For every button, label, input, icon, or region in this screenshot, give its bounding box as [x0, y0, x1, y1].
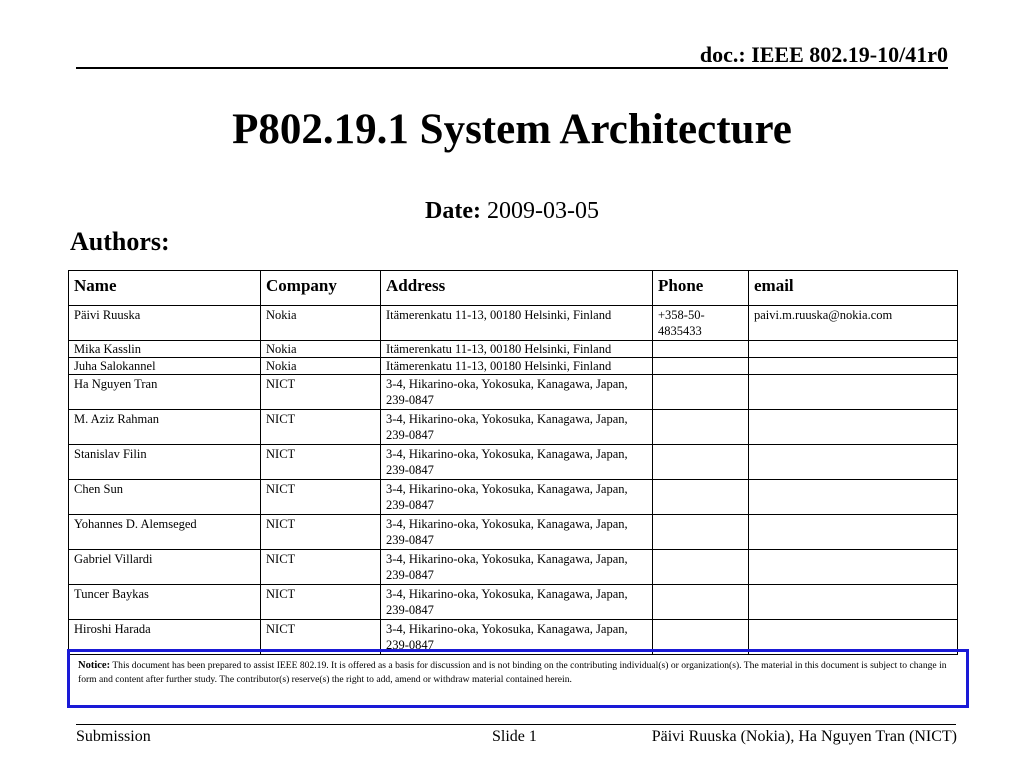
- author-phone: [653, 480, 749, 515]
- footer-authors: Päivi Ruuska (Nokia), Ha Nguyen Tran (NICT): [651, 728, 957, 745]
- author-email: [749, 515, 958, 550]
- author-company: Nokia: [261, 341, 381, 358]
- author-address: 3-4, Hikarino-oka, Yokosuka, Kanagawa, Japan, 239-0847: [381, 515, 653, 550]
- author-email: [749, 585, 958, 620]
- author-phone: +358-50-4835433: [653, 306, 749, 341]
- author-company: NICT: [261, 550, 381, 585]
- author-phone: [653, 375, 749, 410]
- author-address: 3-4, Hikarino-oka, Yokosuka, Kanagawa, Japan, 239-0847: [381, 445, 653, 480]
- date-label: Date:: [425, 198, 481, 224]
- author-company: NICT: [261, 410, 381, 445]
- table-row: [69, 306, 958, 341]
- author-address: 3-4, Hikarino-oka, Yokosuka, Kanagawa, Japan, 239-0847: [381, 375, 653, 410]
- author-name: Juha Salokannel: [69, 358, 261, 375]
- author-email: [749, 410, 958, 445]
- footer-divider: [76, 724, 956, 725]
- author-email: [749, 550, 958, 585]
- author-email: [749, 480, 958, 515]
- author-phone: [653, 515, 749, 550]
- author-address: 3-4, Hikarino-oka, Yokosuka, Kanagawa, Japan, 239-0847: [381, 620, 653, 655]
- author-email: [749, 358, 958, 375]
- column-header-email: email: [749, 271, 958, 306]
- page-title: P802.19.1 System Architecture: [232, 106, 792, 153]
- author-address: 3-4, Hikarino-oka, Yokosuka, Kanagawa, Japan, 239-0847: [381, 480, 653, 515]
- author-name: Chen Sun: [69, 480, 261, 515]
- author-name: Stanislav Filin: [69, 445, 261, 480]
- table-header-row: [69, 271, 958, 306]
- author-address: Itämerenkatu 11-13, 00180 Helsinki, Finland: [381, 358, 653, 375]
- column-header-company: Company: [261, 271, 381, 306]
- author-email: paivi.m.ruuska@nokia.com: [749, 306, 958, 341]
- author-address: 3-4, Hikarino-oka, Yokosuka, Kanagawa, Japan, 239-0847: [381, 585, 653, 620]
- author-company: NICT: [261, 515, 381, 550]
- author-address: Itämerenkatu 11-13, 00180 Helsinki, Finland: [381, 341, 653, 358]
- authors-table: [68, 270, 958, 655]
- author-name: Yohannes D. Alemseged: [69, 515, 261, 550]
- author-company: NICT: [261, 585, 381, 620]
- author-name: Gabriel Villardi: [69, 550, 261, 585]
- author-name: Päivi Ruuska: [69, 306, 261, 341]
- author-company: Nokia: [261, 358, 381, 375]
- authors-heading: Authors:: [70, 227, 170, 256]
- author-name: Mika Kasslin: [69, 341, 261, 358]
- author-name: Tuncer Baykas: [69, 585, 261, 620]
- table-row: [69, 515, 958, 550]
- author-name: Hiroshi Harada: [69, 620, 261, 655]
- author-company: NICT: [261, 445, 381, 480]
- document-id: doc.: IEEE 802.19-10/41r0: [699, 42, 948, 67]
- author-phone: [653, 585, 749, 620]
- author-email: [749, 445, 958, 480]
- notice-label: Notice:: [78, 660, 111, 671]
- table-row: [69, 550, 958, 585]
- column-header-name: Name: [69, 271, 261, 306]
- author-company: NICT: [261, 375, 381, 410]
- author-name: M. Aziz Rahman: [69, 410, 261, 445]
- author-company: Nokia: [261, 306, 381, 341]
- date-value: 2009-03-05: [486, 198, 599, 224]
- author-phone: [653, 445, 749, 480]
- author-company: NICT: [261, 620, 381, 655]
- author-email: [749, 375, 958, 410]
- author-name: Ha Nguyen Tran: [69, 375, 261, 410]
- date-line: [0, 196, 1024, 226]
- author-phone: [653, 550, 749, 585]
- notice-box: [67, 649, 969, 708]
- table-row: [69, 480, 958, 515]
- author-phone: [653, 341, 749, 358]
- footer-slide-number: Slide 1: [492, 728, 537, 745]
- footer-submission: Submission: [76, 728, 151, 745]
- table-row: [69, 341, 958, 358]
- header-divider: [76, 67, 948, 69]
- author-phone: [653, 410, 749, 445]
- notice-text: This document has been prepared to assist IEEE 802.19. It is offered as a basis for discussion and is not binding on the contributing individual(s) or organization(s). The material in this document is subject to change in form and content after further study. The contributor(s) reserve(s) the right to add, amend or withdraw material contained herein.: [78, 660, 947, 685]
- author-address: 3-4, Hikarino-oka, Yokosuka, Kanagawa, Japan, 239-0847: [381, 550, 653, 585]
- column-header-address: Address: [381, 271, 653, 306]
- author-address: 3-4, Hikarino-oka, Yokosuka, Kanagawa, Japan, 239-0847: [381, 410, 653, 445]
- table-row: [69, 445, 958, 480]
- table-row: [69, 585, 958, 620]
- author-phone: [653, 358, 749, 375]
- author-company: NICT: [261, 480, 381, 515]
- table-row: [69, 358, 958, 375]
- author-email: [749, 341, 958, 358]
- table-row: [69, 375, 958, 410]
- column-header-phone: Phone: [653, 271, 749, 306]
- author-address: Itämerenkatu 11-13, 00180 Helsinki, Finland: [381, 306, 653, 341]
- table-row: [69, 410, 958, 445]
